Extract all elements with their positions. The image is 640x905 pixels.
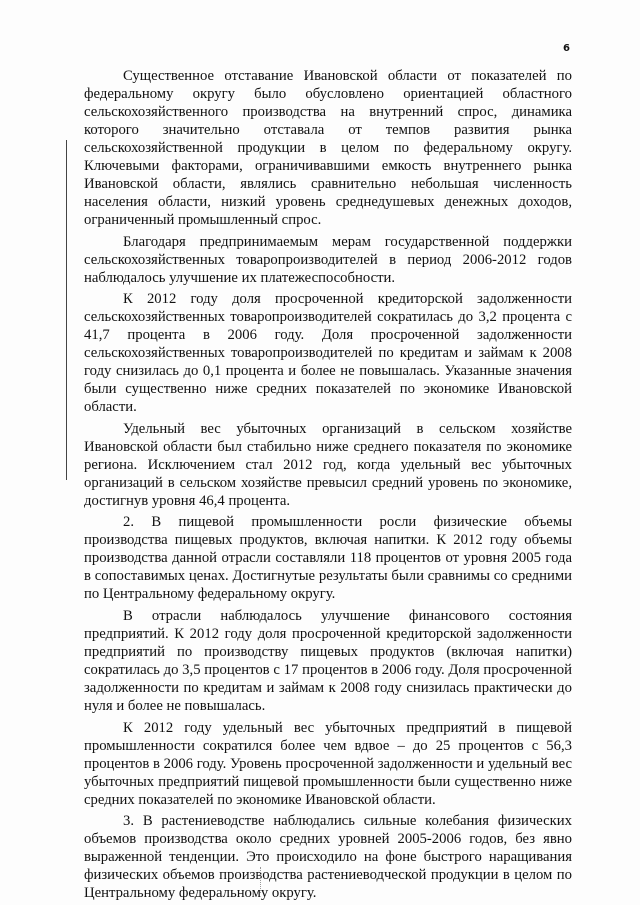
paragraph: 2. В пищевой промышленности росли физические объемы производства пищевых продуктов, включая напитки. К 2012 году объемы производства данной отрасли составляли 118 процентов от уровня 2005 года в сопоставимых ценах. Достигнутые результаты были сравнимы со средними по Центральному федеральному округу. (84, 514, 572, 603)
paragraph: К 2012 году доля просроченной кредиторской задолженности сельскохозяйственных товаропроизводителей сократилась до 3,2 процента с 41,7 процента в 2006 году. Доля просроченной задолженности сельскохозяйственных товаропроизводителей по кредитам и займам к 2008 году снизилась до 0,1 процента и более не повышалась. Указанные значения были существенно ниже средних показателей по экономике Ивановской области. (84, 291, 572, 416)
paragraph: 3. В растениеводстве наблюдались сильные колебания физических объемов производства около средних уровней 2005-2006 годов, без явно выраженной тенденции. Это происходило на фоне быстрого наращивания физических объемов производства растениеводческой продукции в целом по Центральному федеральному округу. (84, 813, 572, 902)
margin-scan-line (66, 140, 67, 480)
document-body (84, 67, 572, 902)
paragraph: Удельный вес убыточных организаций в сельском хозяйстве Ивановской области был стабильно ниже среднего показателя по экономике региона. Исключением стал 2012 год, когда удельный вес убыточных организаций в сельском хозяйстве превысил средний уровень по экономике, достигнув уровня 46,4 процента. (84, 420, 572, 509)
scan-artifact (260, 867, 262, 893)
page-number: 6 (563, 43, 570, 54)
paragraph: Существенное отставание Ивановской области от показателей по федеральному округу было обусловлено ориентацией областного сельскохозяйственного производства на внутренний спрос, динамика которого значительно отставала от темпов развития рынка сельскохозяйственной продукции в целом по федеральному округу. Ключевыми факторами, ограничивавшими емкость внутреннего рынка Ивановской области, являлись сравнительно небольшая численность населения области, низкий уровень среднедушевых денежных доходов, ограниченный промышленный спрос. (84, 68, 572, 228)
paragraph: К 2012 году удельный вес убыточных предприятий в пищевой промышленности сократился более чем вдвое – до 25 процентов с 56,3 процентов в 2006 году. Уровень просроченной задолженности и удельный вес убыточных предприятий пищевой промышленности были существенно ниже средних показателей по экономике Ивановской области. (84, 719, 572, 808)
paragraph: В отрасли наблюдалось улучшение финансового состояния предприятий. К 2012 году доля просроченной кредиторской задолженности предприятий по производству пищевых продуктов (включая напитки) сократилась до 3,5 процентов с 17 процентов в 2006 году. Доля просроченной задолженности по кредитам и займам к 2008 году снизилась практически до нуля и более не повышалась. (84, 607, 572, 714)
paragraph: Благодаря предпринимаемым мерам государственной поддержки сельскохозяйственных товаропроизводителей в период 2006-2012 годов наблюдалось улучшение их платежеспособности. (84, 233, 572, 286)
